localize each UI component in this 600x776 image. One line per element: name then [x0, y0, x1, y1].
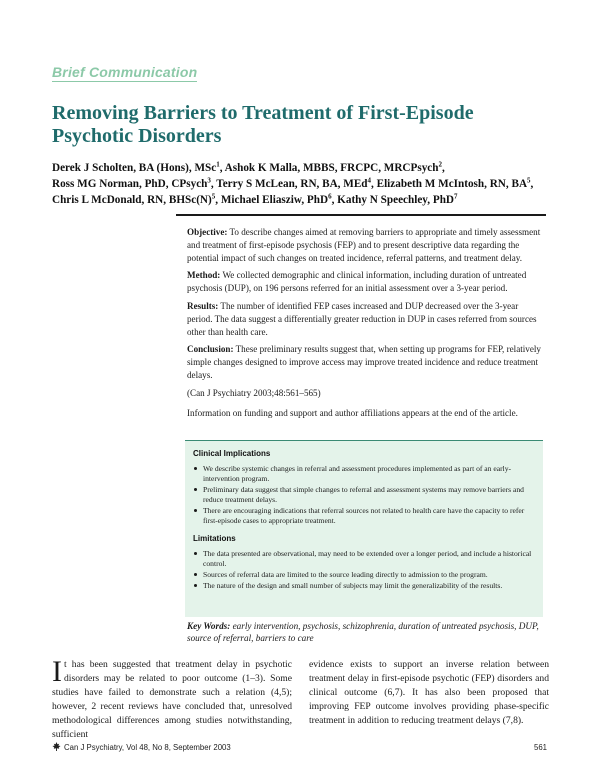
- key-words: Key Words: early intervention, psychosis, schizophrenia, duration of untreated psychosis, DUP, source of referral, barriers to care: [187, 621, 539, 643]
- abstract: [187, 226, 544, 424]
- list-item: Sources of referral data are limited to the source leading directly to admission to the program.: [193, 570, 535, 580]
- abstract-objective: Objective: To describe changes aimed at removing barriers to appropriate and timely assessment and treatment of first-episode psychosis (FEP) and to present descriptive data regarding the potential impact of such changes on treated incidence, referral patterns, and treatment delay.: [187, 227, 541, 263]
- abstract-citation: (Can J Psychiatry 2003;48:561–565): [187, 387, 321, 398]
- author-line-1: Derek J Scholten, BA (Hons), MSc$^1$, Ashok K Malla, MBBS, FRCPC, MRCPsych$^2$,: [52, 160, 445, 174]
- section-label: Brief Communication: [52, 64, 198, 80]
- list-item: The data presented are observational, may need to be extended over a longer period, and include a historical control.: [193, 549, 535, 569]
- funding-info: Information on funding and support and author affiliations appears at the end of the article.: [187, 407, 518, 418]
- abstract-conclusion: Conclusion: These preliminary results suggest that, when setting up programs for FEP, relatively simple changes designed to improve access may improve treated incidence and reduce treatment delays.: [187, 344, 541, 380]
- drop-cap: I: [52, 655, 62, 688]
- implications-heading: Clinical Implications: [193, 449, 271, 458]
- author-line-2: Ross MG Norman, PhD, CPsych$^3$, Terry S McLean, RN, BA, MEd$^4$, Elizabeth M McIntosh, RN, $BA^5$,: [52, 176, 534, 190]
- article-title: [52, 102, 572, 148]
- maple-leaf-icon: [52, 742, 61, 751]
- title-line-2: Psychotic Disorders: [52, 125, 222, 147]
- list-item: The nature of the design and small number of subjects may limit the generalizability of the results.: [193, 581, 535, 591]
- abstract-rule: [176, 214, 546, 216]
- limitations-list: [193, 549, 535, 591]
- body-column-right: evidence exists to support an inverse relation between treatment delay in first-episode psychotic (FEP) disorders and clinical outcome (6,7). It has also been proposed that improving FEP outcome involves providing phase-specific treatment in addition to reducing treatment delays (7,8).: [309, 659, 549, 726]
- abstract-method: Method: We collected demographic and clinical information, including duration of untreated psychosis (DUP), on 196 persons referred for an initial assessment over a 3-year period.: [187, 270, 527, 294]
- title-line-1: Removing Barriers to Treatment of First-Episode: [52, 102, 474, 124]
- clinical-implications-box: [185, 440, 543, 617]
- page-footer: [52, 742, 547, 752]
- implications-list: [193, 464, 535, 526]
- list-item: Preliminary data suggest that simple changes to referral and assessment systems may remove barriers and reduce treatment delays.: [193, 485, 535, 505]
- page-number: 561: [533, 742, 547, 752]
- list-item: There are encouraging indications that referral sources not related to health care have the capacity to refer first-episode cases to appropriate treatment.: [193, 506, 535, 526]
- footer-journal: Can J Psychiatry, Vol 48, No 8, September 2003: [52, 742, 231, 752]
- author-list: [52, 160, 552, 208]
- body-column-left: It has been suggested that treatment delay in psychotic disorders may be related to poor outcome (1–3). Some studies have failed to demonstrate such a relation (4,5); however, 2 recent reviews have concluded that, unresolved methodological differences among studies notwithstanding, sufficient: [52, 655, 292, 740]
- limitations-heading: Limitations: [193, 534, 236, 543]
- abstract-results: Results: The number of identified FEP cases increased and DUP decreased over the 3-year period. The data suggest a differentially greater reduction in DUP in cases referred from sources other than health care.: [187, 300, 537, 337]
- list-item: We describe systemic changes in referral and assessment procedures implemented as part of an early-intervention program.: [193, 464, 535, 484]
- author-line-3: Chris L McDonald, RN, $BHSc(N)^5$, Michael Eliasziw, PhD$^6$, Kathy N Speechley, PhD$^7$: [52, 192, 458, 206]
